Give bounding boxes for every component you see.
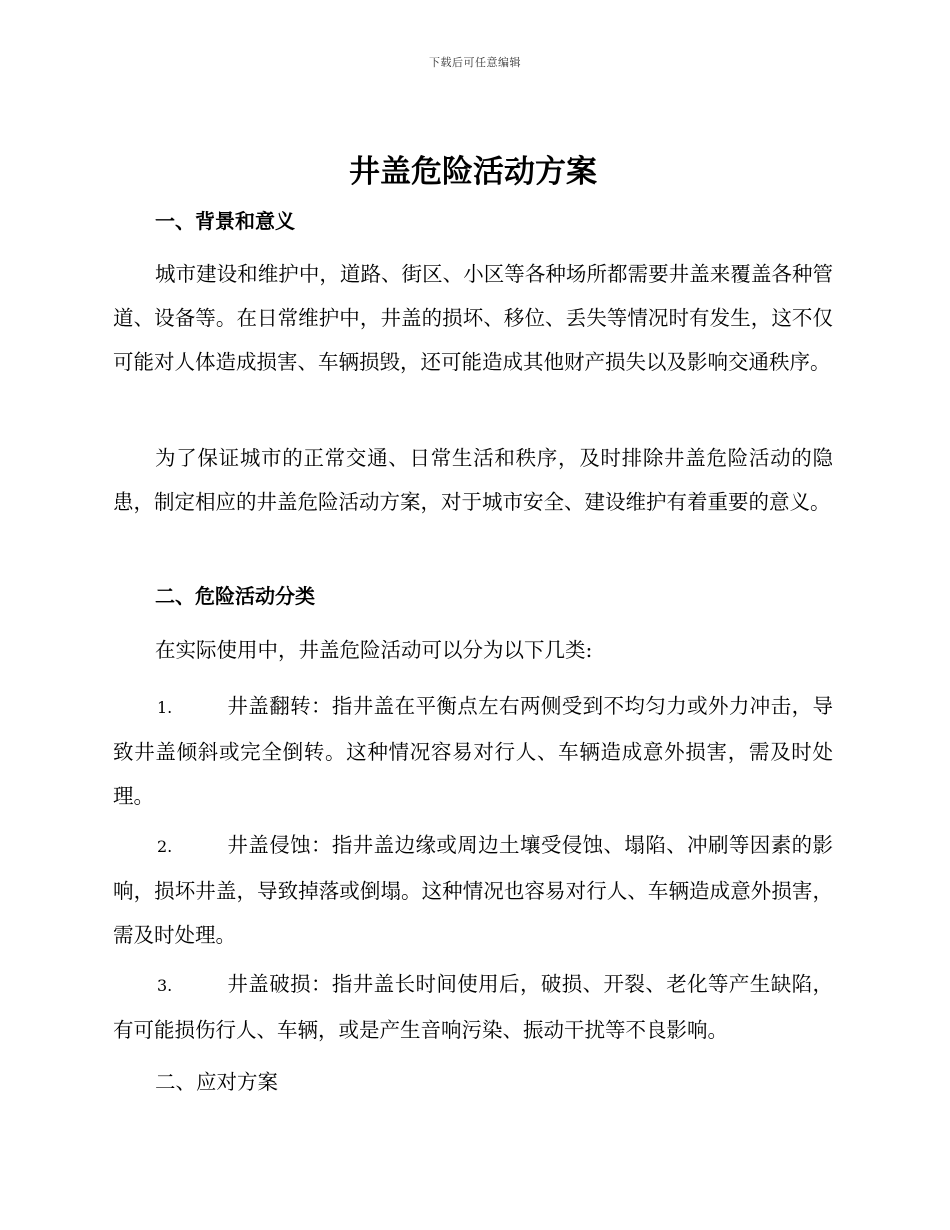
- list-item-number: 3.: [157, 976, 173, 995]
- section-heading-response: 二、应对方案: [155, 1070, 278, 1094]
- paragraph-background-2: 为了保证城市的正常交通、日常生活和秩序，及时排除井盖危险活动的隐患，制定相应的井盖危险活动方案，对于城市安全、建设维护有着重要的意义。: [113, 446, 833, 514]
- list-item-text: 井盖破损：指井盖长时间使用后，破损、开裂、老化等产生缺陷，有可能损伤行人、车辆，或是产生音响污染、振动干扰等不良影响。: [113, 972, 833, 1042]
- list-item-text: 井盖翻转：指井盖在平衡点左右两侧受到不均匀力或外力冲击，导致井盖倾斜或完全倒转。这种情况容易对行人、车辆造成意外损害，需及时处理。: [113, 694, 833, 808]
- page-header: 下载后可任意编辑: [429, 56, 521, 69]
- list-item-number: 1.: [157, 698, 173, 717]
- document-title: 井盖危险活动方案: [349, 154, 597, 190]
- list-item: [113, 962, 833, 1052]
- list-item: [113, 684, 833, 818]
- list-item: [113, 823, 833, 957]
- list-item-number: 2.: [157, 837, 173, 856]
- paragraph-classification-intro: 在实际使用中，井盖危险活动可以分为以下几类:: [155, 638, 593, 662]
- section-heading-classification: 二、危险活动分类: [155, 584, 315, 608]
- list-item-text: 井盖侵蚀：指井盖边缘或周边土壤受侵蚀、塌陷、冲刷等因素的影响，损坏井盖，导致掉落或倒塌。这种情况也容易对行人、车辆造成意外损害，需及时处理。: [113, 833, 833, 947]
- paragraph-background-1: 城市建设和维护中，道路、街区、小区等各种场所都需要井盖来覆盖各种管道、设备等。在日常维护中，井盖的损坏、移位、丢失等情况时有发生，这不仅可能对人体造成损害、车辆损毁，还可能造成其他财产损失以及影响交通秩序。: [113, 262, 833, 374]
- section-heading-background: 一、背景和意义: [155, 209, 295, 233]
